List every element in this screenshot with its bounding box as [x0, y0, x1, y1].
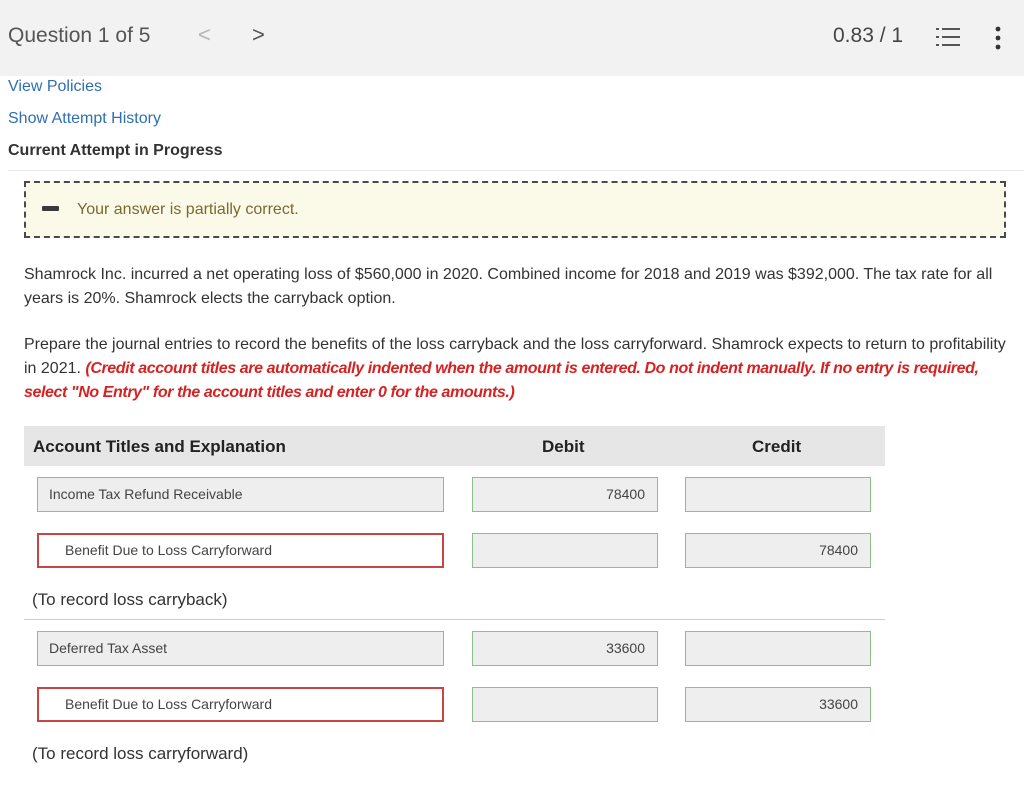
entry-note: (To record loss carryback): [32, 590, 228, 609]
attempt-status: Current Attempt in Progress: [8, 142, 223, 159]
debit-amount-input[interactable]: [472, 687, 658, 722]
previous-question-button[interactable]: <: [198, 22, 211, 47]
debit-amount-input[interactable]: 78400: [472, 477, 658, 512]
table-header: [24, 426, 885, 466]
debit-amount-input[interactable]: 33600: [472, 631, 658, 666]
account-title-input[interactable]: Deferred Tax Asset: [37, 631, 444, 666]
list-icon[interactable]: [936, 27, 960, 47]
show-attempt-history-link[interactable]: Show Attempt History: [8, 110, 161, 127]
more-vertical-icon[interactable]: [992, 25, 1004, 51]
feedback-text: Your answer is partially correct.: [77, 201, 299, 218]
view-policies-link[interactable]: View Policies: [8, 78, 102, 95]
account-column-header: Account Titles and Explanation: [33, 437, 286, 456]
score-display: 0.83 / 1: [833, 24, 904, 47]
problem-prompt: [24, 333, 1014, 405]
credit-amount-input[interactable]: [685, 631, 871, 666]
entry-note: (To record loss carryforward): [32, 744, 249, 763]
credit-amount-input[interactable]: 33600: [685, 687, 871, 722]
partial-correct-icon: [42, 206, 59, 211]
prompt-text: Prepare the journal entries to record the benefits of the loss carryback and the loss carryforward. Shamrock expects to return to profitability in 2021.: [24, 336, 1006, 377]
account-title-input-incorrect[interactable]: Benefit Due to Loss Carryforward: [37, 687, 444, 722]
problem-statement: Shamrock Inc. incurred a net operating loss of $560,000 in 2020. Combined income for 2018 and 2019 was $392,000. The tax rate for all years is 20%. Shamrock elects the carryback option.: [24, 266, 993, 307]
credit-amount-input[interactable]: 78400: [685, 533, 871, 568]
debit-column-header: Debit: [542, 437, 585, 456]
next-question-button[interactable]: >: [252, 22, 265, 47]
credit-amount-input[interactable]: [685, 477, 871, 512]
account-title-input[interactable]: Income Tax Refund Receivable: [37, 477, 444, 512]
question-counter: Question 1 of 5: [8, 24, 151, 47]
question-header: [0, 0, 1024, 76]
debit-amount-input[interactable]: [472, 533, 658, 568]
credit-column-header: Credit: [752, 437, 802, 456]
account-title-input-incorrect[interactable]: Benefit Due to Loss Carryforward: [37, 533, 444, 568]
feedback-banner: [24, 181, 1006, 238]
divider: [8, 170, 1024, 171]
entry-divider: [24, 619, 885, 620]
instructions-text: (Credit account titles are automatically indented when the amount is entered. Do not indent manually. If no entry is required, select "No Entry" for the account titles and enter 0 for the amounts.): [24, 360, 979, 401]
